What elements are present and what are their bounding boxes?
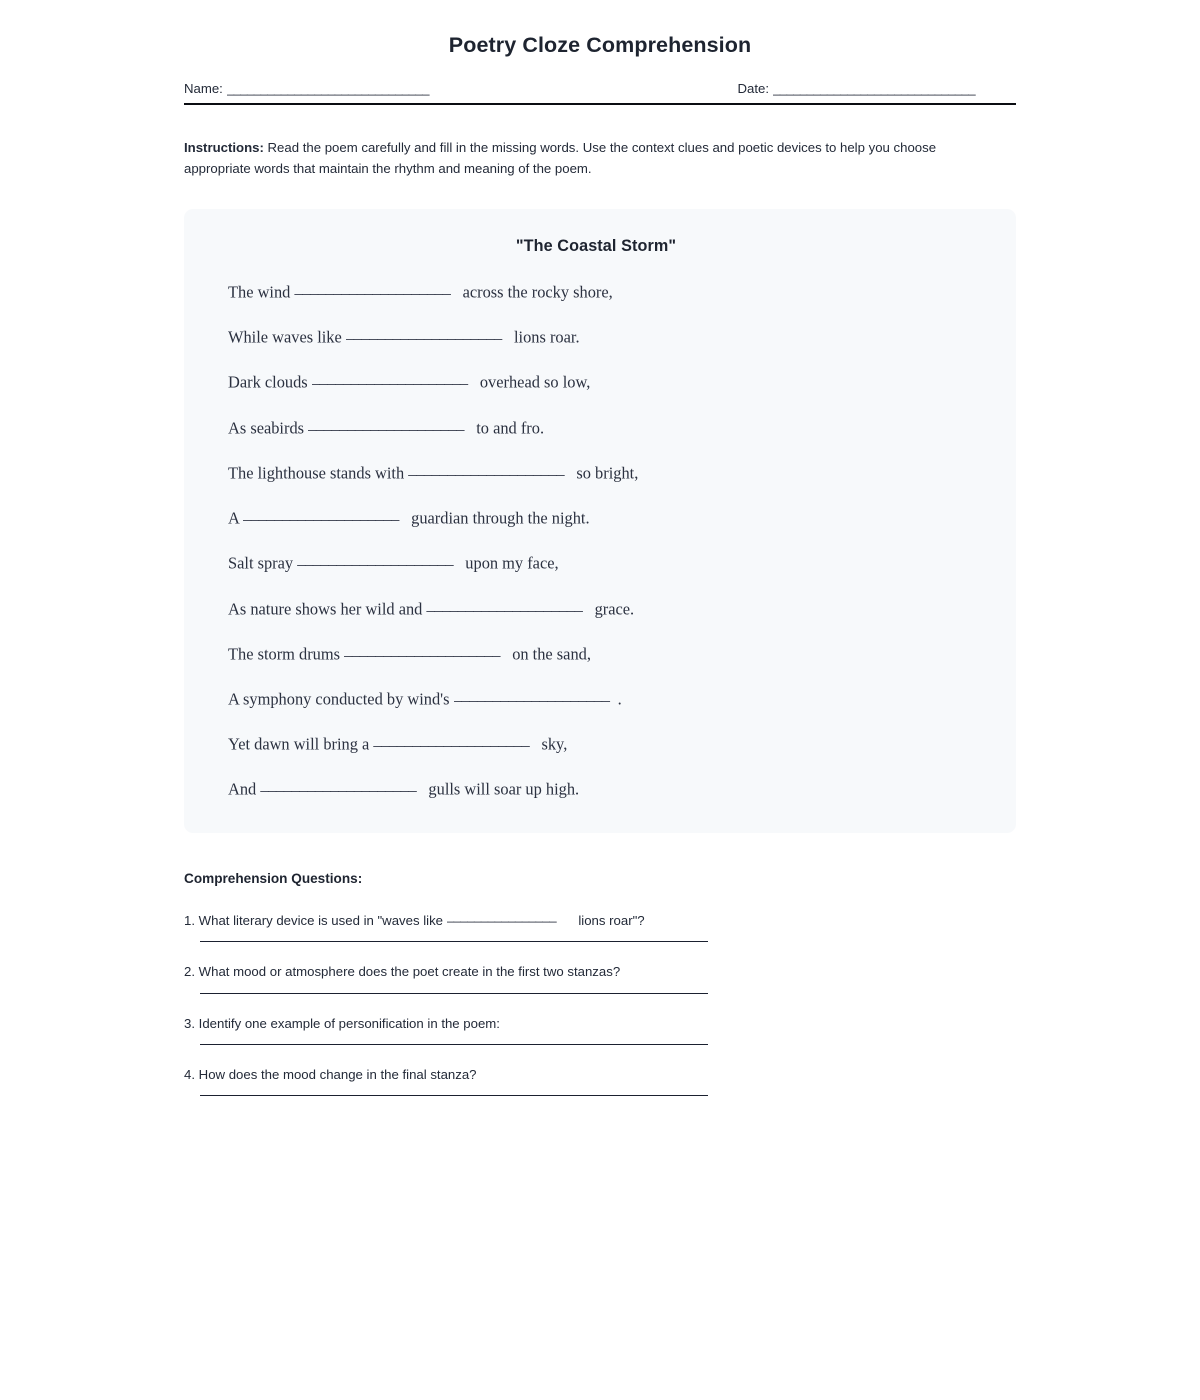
poem-blank[interactable]: ____________________ [243, 504, 399, 524]
question-number: 3. [184, 1015, 195, 1031]
poem-line-text-after: gulls will soar up high. [424, 779, 580, 799]
poem-line-text-after: sky, [537, 734, 568, 754]
poem-panel [184, 209, 1016, 833]
date-field[interactable] [737, 81, 1016, 96]
question-number: 2. [184, 964, 195, 980]
poem-line [228, 459, 986, 483]
poem-blank[interactable]: ____________________ [408, 458, 565, 478]
poem-line-text-before: A symphony conducted by wind's [228, 689, 454, 709]
instructions-label: Instructions: [184, 139, 264, 155]
question-block [184, 1014, 1016, 1045]
poem-line-text-after: grace. [590, 598, 635, 618]
question-prompt-before: Identify one example of personification in the poem: [195, 1015, 500, 1031]
poem-line-text-before: The storm drums [228, 644, 345, 664]
poem-line [228, 730, 986, 754]
poem-line [228, 775, 986, 799]
poem-line [228, 323, 986, 347]
instructions-text: Read the poem carefully and fill in the missing words. Use the context clues and poetic devices to help you choose appropriate words that maintain the rhythm and meaning of the poem. [184, 139, 937, 176]
date-label: Date: [737, 80, 769, 96]
poem-line-text-after: guardian through the night. [407, 508, 590, 528]
poem-line-text-before: Yet dawn will bring a [228, 734, 374, 754]
poem-blank[interactable]: ____________________ [294, 278, 451, 298]
poem-blank[interactable]: ____________________ [297, 549, 454, 569]
poem-line-text-before: And [228, 779, 261, 799]
answer-line[interactable] [200, 1095, 708, 1096]
poem-line-text-before: A [228, 508, 244, 528]
poem-line [228, 368, 986, 392]
poem-line [228, 414, 986, 438]
poem-line-text-before: While waves like [228, 327, 346, 347]
question-block [184, 1065, 1016, 1096]
name-blank-line[interactable]: ______________________________ [226, 80, 429, 96]
name-label: Name: [184, 80, 223, 96]
poem-line-text-after: across the rocky shore, [458, 282, 613, 302]
question-prompt-before: What literary device is used in "waves like [195, 913, 447, 929]
poem-line [228, 504, 986, 528]
poem-body [206, 278, 986, 799]
poem-blank[interactable]: ____________________ [426, 594, 583, 614]
poem-line-text-after: overhead so low, [475, 372, 591, 392]
questions-list [184, 906, 1016, 1096]
poem-line [228, 640, 986, 664]
question-prompt-before: How does the mood change in the final stanza? [195, 1066, 477, 1082]
poem-blank[interactable]: ____________________ [260, 775, 417, 795]
poem-line-text-before: Salt spray [228, 553, 298, 573]
answer-line[interactable] [200, 1044, 708, 1045]
poem-blank[interactable]: ____________________ [453, 685, 610, 705]
poem-blank[interactable]: ____________________ [311, 368, 468, 388]
poem-blank[interactable]: ____________________ [345, 323, 502, 343]
poem-line-text-before: As seabirds [228, 418, 309, 438]
answer-line[interactable] [200, 941, 708, 942]
name-date-row [184, 81, 1016, 96]
poem-blank[interactable]: ____________________ [344, 639, 501, 659]
question-text [184, 1014, 1016, 1033]
question-block [184, 906, 1016, 942]
poem-line [228, 595, 986, 619]
poem-line-text-before: Dark clouds [228, 372, 312, 392]
poem-blank[interactable]: ____________________ [308, 413, 465, 433]
question-block [184, 962, 1016, 993]
poem-line-text-before: As nature shows her wild and [228, 598, 427, 618]
poem-line-text-before: The wind [228, 282, 295, 302]
poem-title: "The Coastal Storm" [515, 237, 677, 256]
poem-line-text-before: The lighthouse stands with [228, 463, 409, 483]
poem-line-text-after: upon my face, [461, 553, 559, 573]
date-blank-line[interactable]: ______________________________ [773, 80, 976, 96]
poem-line [228, 549, 986, 573]
poem-line-text-after: . [617, 689, 622, 709]
worksheet-page [184, 0, 1016, 1096]
poem-blank[interactable]: ____________________ [373, 730, 530, 750]
poem-line [228, 685, 986, 709]
answer-line[interactable] [200, 993, 708, 994]
name-field[interactable] [184, 81, 470, 96]
poem-line [228, 278, 986, 302]
question-text [184, 962, 1016, 981]
header-divider [184, 103, 1016, 105]
question-prompt-after: lions roar"? [574, 913, 645, 929]
poem-line-text-after: lions roar. [509, 327, 580, 347]
question-inline-blank[interactable]: ________________ [446, 908, 557, 924]
poem-line-text-after: on the sand, [508, 644, 591, 664]
comprehension-questions-heading: Comprehension Questions: [184, 871, 363, 887]
page-title: Poetry Cloze Comprehension [448, 33, 752, 57]
poem-line-text-after: so bright, [572, 463, 639, 483]
instructions-paragraph [184, 137, 989, 179]
question-text [184, 1065, 1016, 1084]
question-text [184, 906, 1016, 930]
question-number: 4. [184, 1066, 195, 1082]
poem-line-text-after: to and fro. [472, 418, 545, 438]
question-prompt-before: What mood or atmosphere does the poet create in the first two stanzas? [195, 964, 621, 980]
question-number: 1. [184, 913, 195, 929]
